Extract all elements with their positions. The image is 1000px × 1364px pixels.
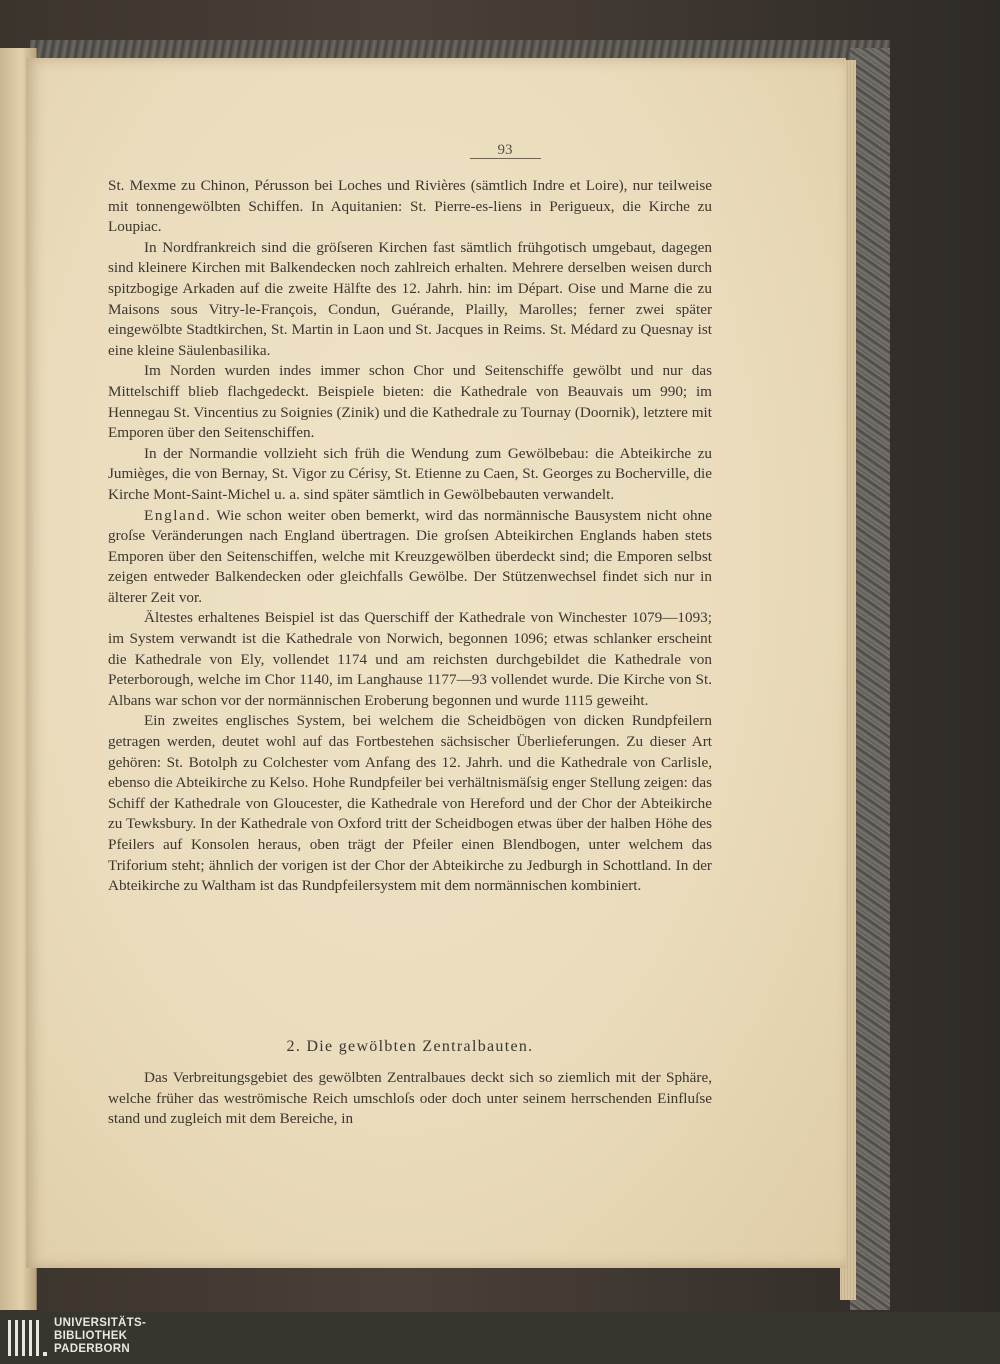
paragraph: In Nordfrankreich sind die gröſseren Kirchen fast sämtlich frühgotisch umgebaut, dagegen sind kleinere Kirchen mit Balkendecken noch zahlreich erhalten. Mehrere derselben weisen durch spitzbogige Arkaden auf die zweite Hälfte des 12. Jahrh. hin: im Départ. Oise und Marne die zu Maisons sous Vitry-le-François, Condun, Guérande, Plailly, Marolles; ferner zwei später eingewölbte Stadtkirchen, St. Martin in Laon und St. Jacques in Reims. St. Médard zu Quesnay ist eine kleine Säulenbasilika. <box>108 238 712 359</box>
paragraph: Das Verbreitungsgebiet des gewölbten Zentralbaues deckt sich so ziemlich mit der Sphäre, welche früher das weströmische Reich umschloſs oder doch unter seinem herrschenden Einfluſse stand und zugleich mit dem Bereiche, in <box>108 1069 712 1128</box>
england-label: England. <box>144 506 212 524</box>
marbled-cover-right <box>850 48 890 1310</box>
section-text <box>108 1068 712 1130</box>
paragraph: In der Normandie vollzieht sich früh die Wendung zum Gewölbebau: die Abteikirche zu Jumièges, die von Bernay, St. Vigor zu Cérisy, St. Etienne zu Caen, St. Georges zu Bocherville, die Kirche Mont-Saint-Michel u. a. sind später sämtlich in Gewölbebauten verwandelt. <box>108 444 712 503</box>
library-logo-line: BIBLIOTHEK <box>54 1330 128 1342</box>
section-heading: 2. Die gewölbten Zentralbauten. <box>286 1038 534 1055</box>
library-logo-line: UNIVERSITÄTS- <box>54 1317 147 1329</box>
library-logo-line: PADERBORN <box>54 1343 130 1355</box>
main-text <box>108 176 712 897</box>
paragraph-england-text: Wie schon weiter oben bemerkt, wird das normännische Bausystem nicht ohne groſse Veränderungen nach England übertragen. Die groſsen Abteikirchen Englands haben stets Emporen über den Seitenschiffen, welche mit Kreuzgewölben überdeckt sind; die Emporen selbst zeigen entweder Balkendecken oder gleichfalls Gewölbe. Der Stützenwechsel findet sich nur in älterer Zeit vor. <box>108 506 712 606</box>
library-logo-text <box>54 1317 146 1356</box>
paragraph: Ältestes erhaltenes Beispiel ist das Querschiff der Kathedrale von Winchester 1079—1093; im System verwandt ist die Kathedrale von Norwich, begonnen 1096; etwas schlanker erscheint die Kathedrale von Ely, vollendet 1174 und am reichsten durchgebildet die Kathedrale von Peterborough, welche im Chor 1140, im Langhause 1177—93 vollendet wurde. Die Kirche von St. Albans war schon vor der normännischen Eroberung begonnen und wurde 1115 geweiht. <box>108 609 712 709</box>
paragraph: Ein zweites englisches System, bei welchem die Scheidbögen von dicken Rundpfeilern getragen werden, deutet wohl auf das Fortbestehen sächsischer Überlieferungen. Zu dieser Art gehören: St. Botolph zu Colchester vom Anfang des 12. Jahrh. und die Kathedrale von Carlisle, ebenso die Abteikirche zu Kelso. Hohe Rundpfeiler bei verhältnismäſsig enger Stellung zeigen: das Schiff der Kathedrale von Gloucester, die Kathedrale von Hereford und der Chor der Abteikirche zu Tewksbury. In der Kathedrale von Oxford tritt der Scheidbogen etwas über der halben Höhe des Pfeilers auf Konsolen heraus, oben trägt der Pfeiler einen Blendbogen, unter welchem das Triforium steht; ähnlich der vorigen ist der Chor der Abteikirche zu Jedburgh in Schottland. In der Abteikirche zu Waltham ist das Rundpfeilersystem mit dem normännischen kombiniert. <box>108 712 712 895</box>
paragraph: St. Mexme zu Chinon, Pérusson bei Loches und Rivières (sämtlich Indre et Loire), nur teilweise mit tonnengewölbten Schiffen. In Aquitanien: St. Pierre-es-liens in Perigueux, die Kirche zu Loupiac. <box>108 177 712 236</box>
paragraph-england <box>108 506 712 609</box>
paragraph: Im Norden wurden indes immer schon Chor und Seitenschiffe gewölbt und nur das Mittelschiff blieb flachgedeckt. Beispiele bieten: die Kathedrale von Beauvais um 990; im Hennegau St. Vincentius zu Soignies (Zinik) und die Kathedrale zu Tournay (Doornik), letztere mit Emporen über den Seitenschiffen. <box>108 362 712 442</box>
page-number-text: 93 <box>470 142 541 159</box>
library-footer <box>0 1312 1000 1364</box>
library-logo-icon <box>6 1318 50 1360</box>
page-number <box>0 142 1000 159</box>
